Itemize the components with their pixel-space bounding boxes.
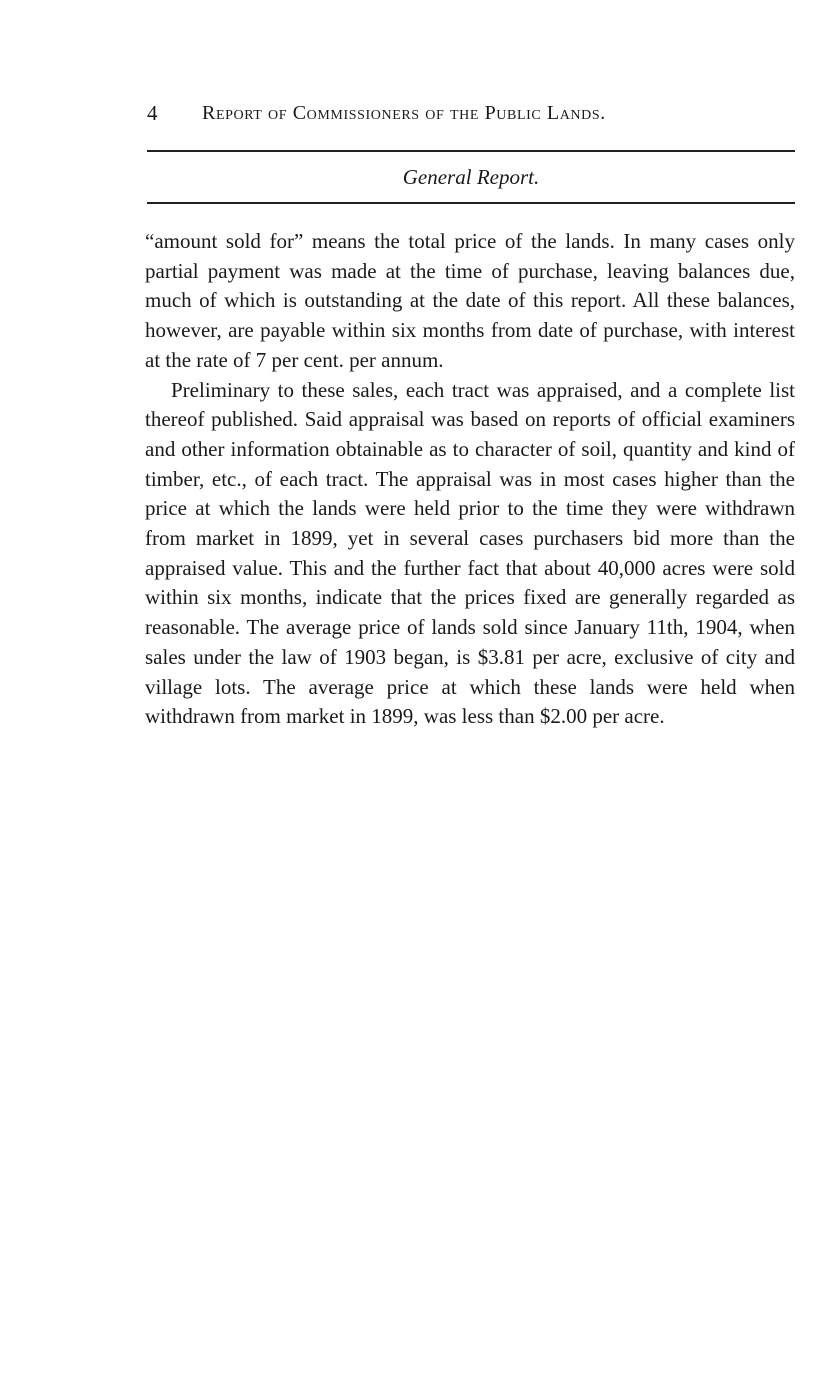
paragraph-appraisal: Preliminary to these sales, each tract was appraised, and a complete list thereof published. Said appraisal was based on reports of official examiners and other information obtainable as to character of soil, quantity and kind of timber, etc., of each tract. The appraisal was in most cases higher than the price at which the lands were held prior to the time they were withdrawn from market in 1899, yet in several cases purchasers bid more than the appraised value. This and the further fact that about 40,000 acres were sold within six months, indicate that the prices fixed are generally regarded as reasonable. The average price of lands sold since January 11th, 1904, when sales under the law of 1903 began, is $3.81 per acre, exclusive of city and village lots. The average price at which these lands were held when withdrawn from market in 1899, was less than $2.00 per acre. <box>145 377 795 729</box>
body-text <box>145 227 795 732</box>
page-number: 4 <box>147 101 158 125</box>
paragraph-continuation: “amount sold for” means the total price of the lands. In many cases only partial payment was made at the time of purchase, leaving balances due, much of which is outstanding at the date of this report. All these balances, however, are payable within six months from date of purchase, with interest at the rate of 7 per cent. per annum. <box>145 229 795 372</box>
header-rule-bottom <box>147 202 795 204</box>
header-rule-top <box>147 150 795 152</box>
running-title: Report of Commissioners of the Public Lands. <box>202 102 606 124</box>
section-title: General Report. <box>402 165 540 189</box>
running-header <box>147 98 795 128</box>
